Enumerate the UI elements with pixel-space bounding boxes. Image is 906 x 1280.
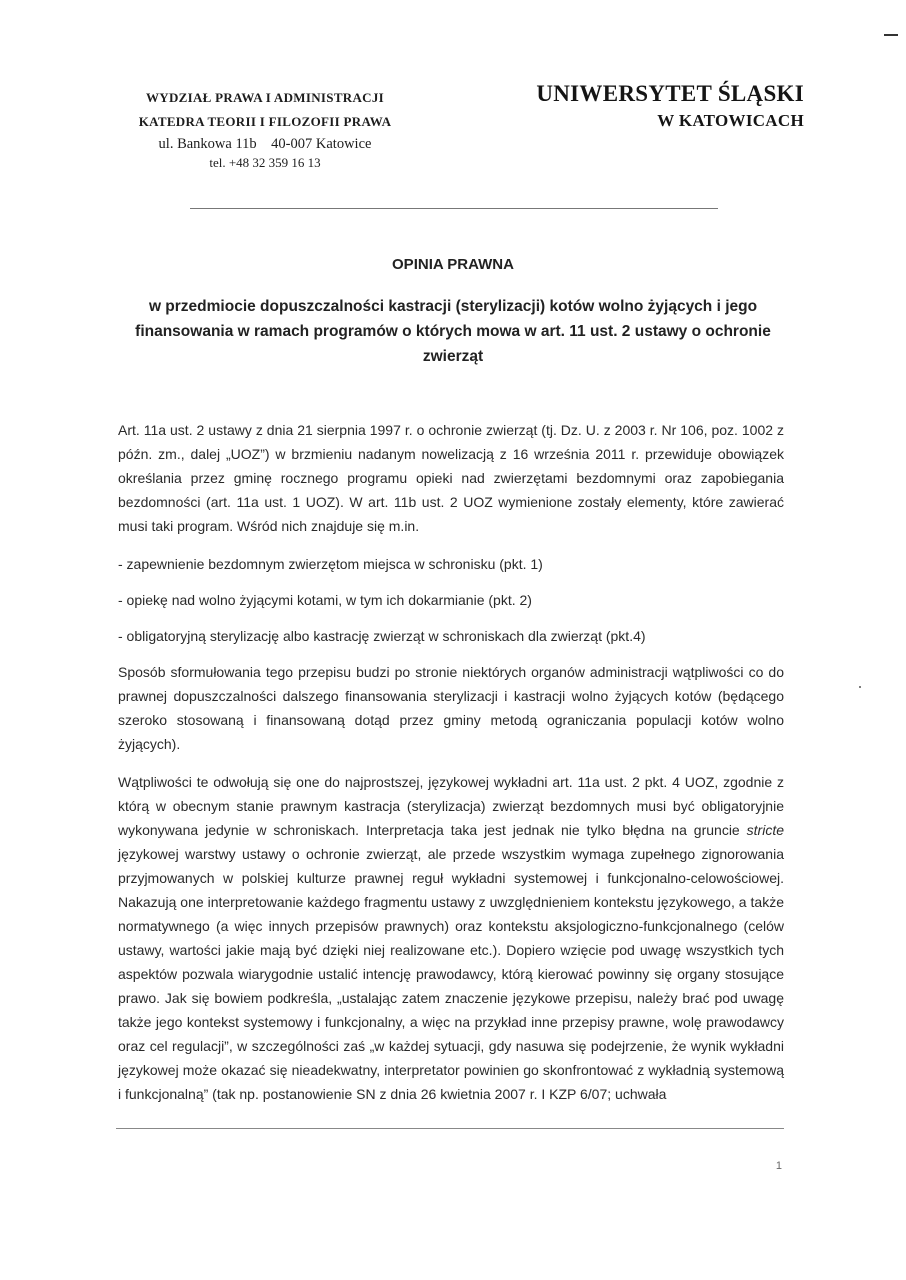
department-name: WYDZIAŁ PRAWA I ADMINISTRACJI <box>145 90 385 105</box>
list-item: - obligatoryjną sterylizację albo kastrację zwierząt w schroniskach dla zwierząt (pkt.4) <box>118 628 646 644</box>
university-city: W KATOWICACH <box>657 111 804 130</box>
paragraph: Art. 11a ust. 2 ustawy z dnia 21 sierpnia 1997 r. o ochronie zwierząt (tj. Dz. U. z 2003 r. Nr 106, poz. 1002 z późn. zm., dalej „UOZ”) w brzmieniu nadanym nowelizacją z 16 września 2011 r. przewiduje obowiązek określania przez gminę rocznego programu opieki nad zwierzętami bezdomnymi oraz zapobiegania bezdomności (art. 11a ust. 1 UOZ). W art. 11b ust. 2 UOZ wymienione zostały elementy, które zawierać musi taki program. Wśród nich znajduje się m.in. <box>118 422 784 534</box>
document-subtitle: w przedmiocie dopuszczalności kastracji (sterylizacji) kotów wolno żyjących i jego finansowania w ramach programów o których mowa w art. 11 ust. 2 ustawy o ochronie zwierząt <box>135 298 771 365</box>
list-item: - opiekę nad wolno żyjącymi kotami, w tym ich dokarmianie (pkt. 2) <box>118 592 532 608</box>
address: ul. Bankowa 11b 40-007 Katowice <box>158 136 372 152</box>
document-title: OPINIA PRAWNA <box>392 256 514 273</box>
faculty-header <box>100 86 430 172</box>
paragraph-text: językowej warstwy ustawy o ochronie zwierząt, ale przede wszystkim wymaga zupełnego zignorowania przyjmowanych w polskiej kulturze prawnej reguł wykładni systemowej i funkcjonalno-celowościowej. Nakazują one interpretowanie każdego fragmentu ustawy z uwzględnieniem kontekstu językowego, a także normatywnego (a więc innych przepisów prawnych) oraz kontekstu aksjologiczno-funkcjonalnego (celów ustawy, wartości jakie mają być dzięki niej realizowane etc.). Dopiero wzięcie pod uwagę wszystkich tych aspektów pozwala wiarygodnie ustalić intencję prawodawcy, którą kierować powinny się organy stosujące prawo. Jak się bowiem podkreśla, „ustalając zatem znaczenie językowe przepisu, należy brać pod uwagę także jego kontekst systemowy i funkcjonalny, a więc na przykład inne przepisy prawne, wolę prawodawcy oraz cel regulacji”, w szczególności zaś „w każdej sytuacji, gdy nasuwa się podejrzenie, że wynik wykładni językowej może okazać się nieadekwatny, interpretator powinien go skonfrontować z wykładnią systemową i funkcjonalną” (tak np. postanowienie SN z dnia 26 kwietnia 2007 r. I KZP 6/07; uchwała <box>118 846 784 1102</box>
scan-mark <box>859 686 861 688</box>
page-number: 1 <box>775 1160 782 1172</box>
university-name: UNIWERSYTET ŚLĄSKI <box>536 81 804 106</box>
footer-divider <box>116 1128 784 1129</box>
phone: tel. +48 32 359 16 13 <box>209 155 321 170</box>
university-header <box>496 78 804 132</box>
paragraph-text: Wątpliwości te odwołują się one do najprostszej, językowej wykładni art. 11a ust. 2 pkt. 4 UOZ, zgodnie z którą w obecnym stanie prawnym kastracja (sterylizacja) zwierząt bezdomnych musi być obligatoryjnie wykonywana jedynie w schroniskach. Interpretacja taka jest jednak nie tylko błędna na gruncie <box>118 774 784 838</box>
paragraph <box>118 770 784 1106</box>
italic-term: stricte <box>746 822 784 838</box>
document-body <box>118 418 784 1106</box>
scan-mark <box>884 34 898 36</box>
paragraph: Sposób sformułowania tego przepisu budzi po stronie niektórych organów administracji wątpliwości co do prawnej dopuszczalności dalszego finansowania sterylizacji i kastracji wolno żyjących kotów (będącego szeroko stosowaną i finansowaną dotąd przez gminy metodą ograniczania populacji kotów wolno żyjących). <box>118 664 784 752</box>
list-item: - zapewnienie bezdomnym zwierzętom miejsca w schronisku (pkt. 1) <box>118 556 543 572</box>
chair-name: KATEDRA TEORII I FILOZOFII PRAWA <box>138 114 392 129</box>
header-divider <box>190 208 718 209</box>
